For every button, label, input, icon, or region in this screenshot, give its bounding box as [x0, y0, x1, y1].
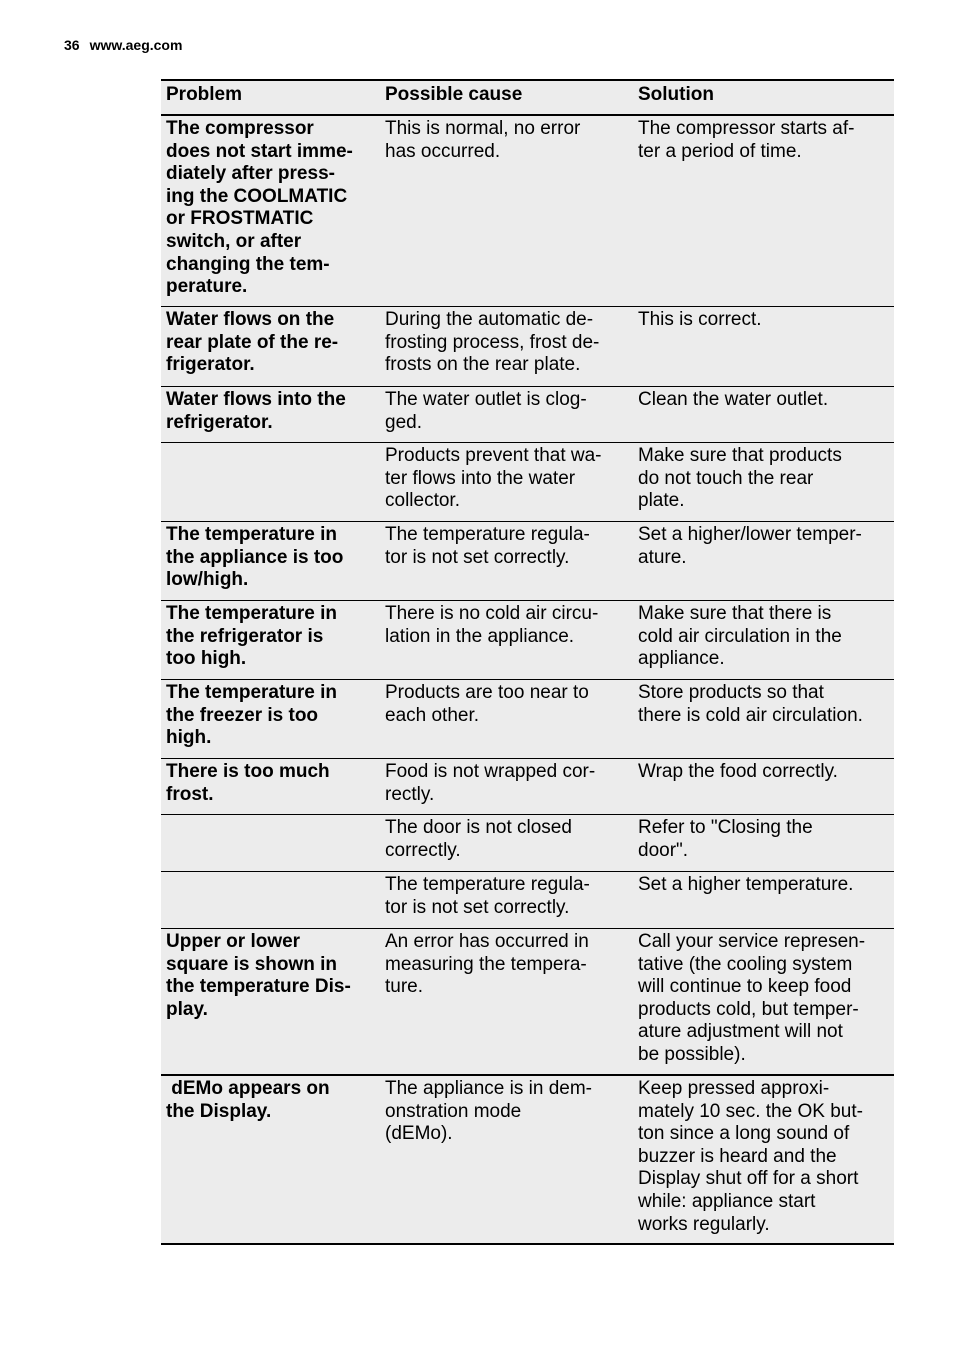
- cell-line: Clean the water outlet.: [638, 389, 829, 410]
- cell-line: door".: [638, 839, 689, 861]
- cell-line: switch, or after: [166, 230, 302, 252]
- cell-line: The temperature regula-: [385, 874, 590, 895]
- cell-line: play.: [166, 998, 208, 1020]
- table-row: [161, 758, 894, 814]
- cell-line: tative (the cooling system: [638, 953, 853, 975]
- cell-line: changing the tem-: [166, 253, 330, 275]
- solution-cell: [633, 601, 894, 679]
- cell-line: the refrigerator is: [166, 625, 324, 647]
- cell-line: An error has occurred in: [385, 931, 589, 952]
- cell-line: lation in the appliance.: [385, 625, 575, 647]
- cell-line: products cold, but temper-: [638, 998, 859, 1020]
- cell-line: Food is not wrapped cor-: [385, 761, 596, 782]
- problem-cell: [161, 1076, 380, 1243]
- cell-line: This is correct.: [638, 309, 762, 330]
- problem-cell: [161, 872, 380, 928]
- cause-cell: [380, 1076, 633, 1243]
- table-row: [161, 600, 894, 679]
- cell-line: do not touch the rear: [638, 467, 814, 489]
- cell-line: has occurred.: [385, 140, 501, 162]
- cell-line: Make sure that there is: [638, 603, 832, 624]
- cell-line: too high.: [166, 648, 247, 670]
- cell-line: cold air circulation in the: [638, 625, 842, 647]
- cell-line: correctly.: [385, 839, 461, 861]
- cell-line: the freezer is too: [166, 704, 319, 726]
- cause-cell: [380, 601, 633, 679]
- cell-line: frosting process, frost de-: [385, 331, 600, 353]
- cell-line: Keep pressed approxi-: [638, 1078, 830, 1099]
- cell-line: buzzer is heard and the: [638, 1145, 837, 1167]
- cell-line: ture.: [385, 976, 424, 998]
- cell-line: dEMo appears on: [166, 1078, 330, 1099]
- problem-cell: [161, 929, 380, 1074]
- cell-line: ature adjustment will not: [638, 1021, 843, 1043]
- table-row: [161, 871, 894, 928]
- solution-cell: [633, 680, 894, 758]
- cell-line: ature.: [638, 546, 687, 568]
- cell-line: Wrap the food correctly.: [638, 761, 838, 782]
- website: www.aeg.com: [89, 37, 183, 53]
- cause-cell: [380, 759, 633, 814]
- cell-line: be possible).: [638, 1043, 746, 1065]
- cell-line: while: appliance start: [638, 1190, 816, 1212]
- solution-cell: [633, 759, 894, 814]
- table-row: [161, 114, 894, 306]
- solution-cell: [633, 522, 894, 600]
- cell-line: square is shown in: [166, 953, 338, 975]
- problem-cell: [161, 759, 380, 814]
- cell-line: (dEMo).: [385, 1123, 453, 1145]
- page-number: 36: [64, 37, 80, 53]
- table-row: [161, 928, 894, 1074]
- solution-cell: [633, 929, 894, 1074]
- cell-line: During the automatic de-: [385, 309, 594, 330]
- cause-cell: [380, 929, 633, 1074]
- problem-cell: [161, 601, 380, 679]
- problem-cell: [161, 680, 380, 758]
- cell-line: the appliance is too: [166, 546, 344, 568]
- cell-line: Set a higher temperature.: [638, 874, 854, 895]
- cell-line: The temperature in: [166, 524, 338, 545]
- cause-cell: [380, 443, 633, 521]
- solution-cell: [633, 443, 894, 521]
- table-row: [161, 306, 894, 386]
- cell-line: each other.: [385, 704, 480, 726]
- cause-cell: [380, 116, 633, 306]
- cause-cell: [380, 815, 633, 871]
- table-row: [161, 814, 894, 871]
- cell-line: tor is not set correctly.: [385, 546, 570, 568]
- cell-line: or FROSTMATIC: [166, 208, 314, 230]
- cell-line: appliance.: [638, 648, 725, 670]
- cell-line: frosts on the rear plate.: [385, 354, 581, 376]
- problem-cell: [161, 116, 380, 306]
- cell-line: diately after press-: [166, 163, 335, 185]
- cell-line: Products prevent that wa-: [385, 445, 602, 466]
- solution-cell: [633, 872, 894, 928]
- cell-line: There is too much: [166, 761, 330, 782]
- cell-line: frigerator.: [166, 354, 255, 376]
- cell-line: low/high.: [166, 569, 249, 591]
- cell-line: high.: [166, 727, 212, 749]
- page-header: [64, 37, 182, 53]
- cell-line: mately 10 sec. the OK but-: [638, 1100, 863, 1122]
- cause-cell: [380, 522, 633, 600]
- cell-line: there is cold air circulation.: [638, 704, 863, 726]
- cause-cell: [380, 307, 633, 386]
- problem-cell: [161, 522, 380, 600]
- cell-line: Water flows into the: [166, 389, 346, 410]
- table-row: [161, 521, 894, 600]
- problem-cell: [161, 815, 380, 871]
- solution-cell: [633, 387, 894, 442]
- cell-line: Water flows on the: [166, 309, 335, 330]
- cell-line: ter a period of time.: [638, 140, 802, 162]
- cause-cell: [380, 387, 633, 442]
- cell-line: collector.: [385, 490, 460, 512]
- cell-line: perature.: [166, 276, 248, 298]
- cell-line: works regularly.: [638, 1213, 770, 1235]
- solution-cell: [633, 116, 894, 306]
- solution-cell: [633, 815, 894, 871]
- cell-line: ton since a long sound of: [638, 1123, 850, 1145]
- cell-line: refrigerator.: [166, 411, 273, 433]
- cell-line: the Display.: [166, 1100, 272, 1122]
- cell-line: ged.: [385, 411, 422, 433]
- cell-line: measuring the tempera-: [385, 953, 587, 975]
- cell-line: The compressor starts af-: [638, 118, 855, 139]
- cause-cell: [380, 872, 633, 928]
- cell-line: will continue to keep food: [638, 976, 852, 998]
- cell-line: rectly.: [385, 783, 435, 805]
- cell-line: The compressor: [166, 118, 314, 139]
- cell-line: The temperature in: [166, 603, 338, 624]
- troubleshooting-table: [161, 79, 894, 1245]
- cell-line: ing the COOLMATIC: [166, 185, 348, 207]
- cell-line: the temperature Dis-: [166, 976, 351, 998]
- cell-line: Call your service represen-: [638, 931, 866, 952]
- cell-line: Set a higher/lower temper-: [638, 524, 862, 545]
- cell-line: The temperature in: [166, 682, 338, 703]
- cell-line: Store products so that: [638, 682, 824, 703]
- table-row: [161, 386, 894, 442]
- table-header-row: [161, 81, 894, 114]
- solution-cell: [633, 1076, 894, 1243]
- cell-line: tor is not set correctly.: [385, 896, 570, 918]
- cause-cell: [380, 680, 633, 758]
- column-header-problem: Problem: [166, 84, 243, 105]
- column-header-cause: Possible cause: [385, 84, 523, 105]
- cell-line: frost.: [166, 783, 214, 805]
- cell-line: rear plate of the re-: [166, 331, 339, 353]
- cell-line: onstration mode: [385, 1100, 522, 1122]
- cell-line: Make sure that products: [638, 445, 842, 466]
- cell-line: There is no cold air circu-: [385, 603, 599, 624]
- cell-line: Upper or lower: [166, 931, 301, 952]
- problem-cell: [161, 307, 380, 386]
- solution-cell: [633, 307, 894, 386]
- cell-line: ter flows into the water: [385, 467, 576, 489]
- cell-line: The appliance is in dem-: [385, 1078, 592, 1099]
- cell-line: This is normal, no error: [385, 118, 581, 139]
- cell-line: does not start imme-: [166, 140, 353, 162]
- cell-line: Refer to "Closing the: [638, 817, 813, 838]
- cell-line: Display shut off for a short: [638, 1168, 859, 1190]
- cell-line: The water outlet is clog-: [385, 389, 587, 410]
- cell-line: plate.: [638, 490, 685, 512]
- problem-cell: [161, 387, 380, 442]
- table-row: [161, 442, 894, 521]
- problem-cell: [161, 443, 380, 521]
- column-header-solution: Solution: [638, 84, 714, 105]
- cell-line: The temperature regula-: [385, 524, 590, 545]
- cell-line: The door is not closed: [385, 817, 572, 838]
- cell-line: Products are too near to: [385, 682, 589, 703]
- table-row: [161, 679, 894, 758]
- table-row: [161, 1074, 894, 1243]
